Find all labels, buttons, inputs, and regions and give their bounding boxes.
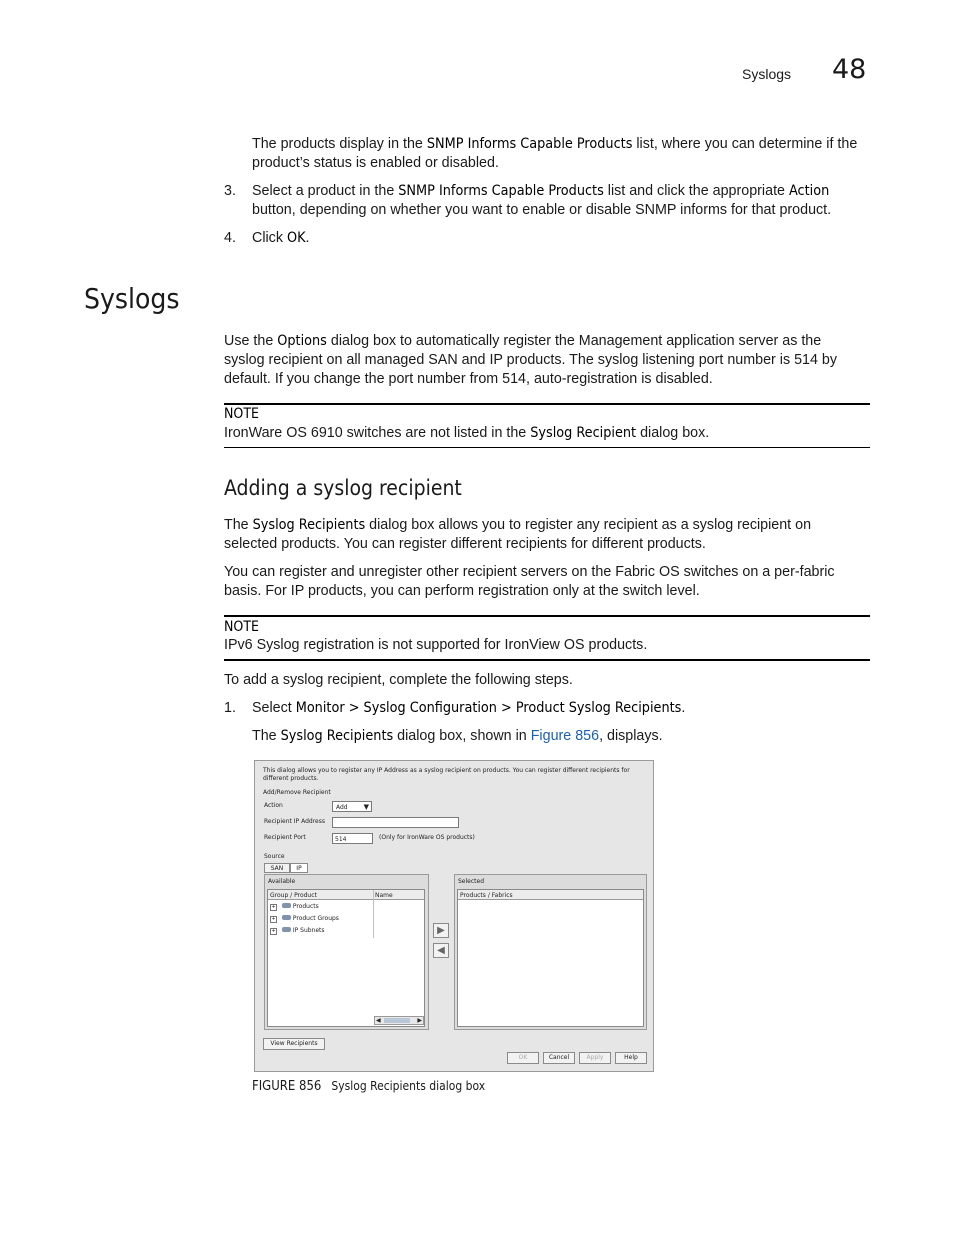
adding-paragraph-2: You can register and unregister other recipient servers on the Fabric OS switches on a per-fabric basis. For IP products, you can perform registration only at the switch level. [224,564,835,599]
step-1-sub-text: The Syslog Recipients dialog box, shown in Figure 856, displays. [252,728,663,744]
add-remove-group-label: Add/Remove Recipient [263,789,331,796]
note-1-top-rule [224,403,870,405]
tab-ip[interactable]: IP [290,863,308,873]
expand-icon[interactable]: + [271,916,276,922]
view-recipients-button[interactable]: View Recipients [263,1038,325,1050]
source-label: Source [264,853,285,860]
arrow-left-icon: ◀ [437,945,445,956]
available-panel [264,874,429,1030]
step-3-number: 3. [224,183,236,199]
add-arrow-button[interactable] [433,923,449,938]
arrow-right-icon: ▶ [437,925,445,936]
syslogs-paragraph: Use the Options dialog box to automatically register the Management application server as the syslog recipient on all managed SAN and IP products. The syslog listening port number is 514 by default. If you change the port number from 514, auto-registration is disabled. [224,333,837,387]
product-groups-icon [282,915,291,920]
tree-row-label: Products [292,903,319,910]
action-select[interactable] [332,801,372,812]
column-name[interactable]: Name [375,892,393,899]
selected-header [458,890,643,900]
running-header-section: Syslogs [742,66,792,82]
adding-paragraph-1: The Syslog Recipients dialog box allows you to register any recipient as a syslog recipient on selected products. You can register different recipients for different products. [224,517,812,552]
tab-san[interactable]: SAN [264,863,290,873]
action-select-value: Add [336,804,348,811]
note-1-label: NOTE [224,406,259,422]
column-products-fabrics[interactable]: Products / Fabrics [460,892,513,899]
intro-paragraph: The products display in the SNMP Informs Capable Products list, where you can determine if the product’s status is enabled or disabled. [252,136,858,171]
ip-subnets-icon [282,927,291,932]
note-2-label: NOTE [224,619,259,635]
syslog-recipients-dialog [254,760,654,1072]
selected-label: Selected [458,878,485,885]
figure-caption [252,1079,485,1094]
column-divider [373,890,374,938]
chevron-down-icon: ▼ [363,803,369,811]
dialog-description: This dialog allows you to register any IP Address as a syslog recipient on products. You can register different recipients for different products. [263,767,630,782]
column-group-product[interactable]: Group / Product [270,892,317,899]
remove-arrow-button[interactable] [433,943,449,958]
cancel-button[interactable]: Cancel [543,1052,575,1064]
tree-row-label: Product Groups [292,915,339,922]
note-1-text: IronWare OS 6910 switches are not listed in the Syslog Recipient dialog box. [224,425,710,441]
action-label: Action [264,802,283,809]
recipient-port-label: Recipient Port [264,834,306,841]
step-1-number: 1. [224,700,236,716]
recipient-port-value: 514 [335,836,347,843]
scroll-right-icon[interactable]: ▶ [417,1017,422,1024]
recipient-port-input[interactable] [332,833,373,844]
step-1-text: Select Monitor > Syslog Configuration > Product Syslog Recipients. [252,700,686,716]
section-title-syslogs: Syslogs [84,282,180,315]
available-tree[interactable] [267,889,425,1027]
expand-icon[interactable]: + [271,904,276,910]
subsection-title: Adding a syslog recipient [224,476,462,500]
figure-caption-text: Syslog Recipients dialog box [331,1079,486,1093]
note-2-text: IPv6 Syslog registration is not supported for IronView OS products. [224,637,648,653]
step-3-text: Select a product in the SNMP Informs Capable Products list and click the appropriate Action button, depending on whether you want to enable or disable SNMP informs for that product. [252,183,832,218]
recipient-ip-input[interactable] [332,817,459,828]
expand-icon[interactable]: + [271,928,276,934]
note-2-bottom-rule [224,659,870,661]
ok-button[interactable]: OK [507,1052,539,1064]
steps-lead: To add a syslog recipient, complete the following steps. [224,672,573,688]
selected-panel [454,874,647,1030]
figure-856-link[interactable]: Figure 856 [530,728,600,744]
tree-row[interactable] [270,915,339,923]
products-icon [282,903,291,908]
step-4-text: Click OK. [252,230,310,246]
help-button[interactable]: Help [615,1052,647,1064]
tree-row[interactable] [270,903,319,911]
note-1-bottom-rule [224,447,870,448]
scroll-thumb[interactable] [384,1018,410,1023]
tree-row-label: IP Subnets [292,927,325,934]
note-2-top-rule [224,615,870,617]
apply-button[interactable]: Apply [579,1052,611,1064]
scroll-left-icon[interactable]: ◀ [376,1017,381,1024]
figure-label: FIGURE 856 [252,1079,322,1094]
available-label: Available [268,878,296,885]
step-4-number: 4. [224,230,236,246]
chapter-number: 48 [832,54,867,85]
recipient-port-hint: (Only for IronWare OS products) [379,834,475,841]
horizontal-scrollbar[interactable] [374,1016,424,1025]
available-header [268,890,424,900]
recipient-ip-label: Recipient IP Address [264,818,325,825]
selected-list[interactable] [457,889,644,1027]
tree-row[interactable] [270,927,325,935]
